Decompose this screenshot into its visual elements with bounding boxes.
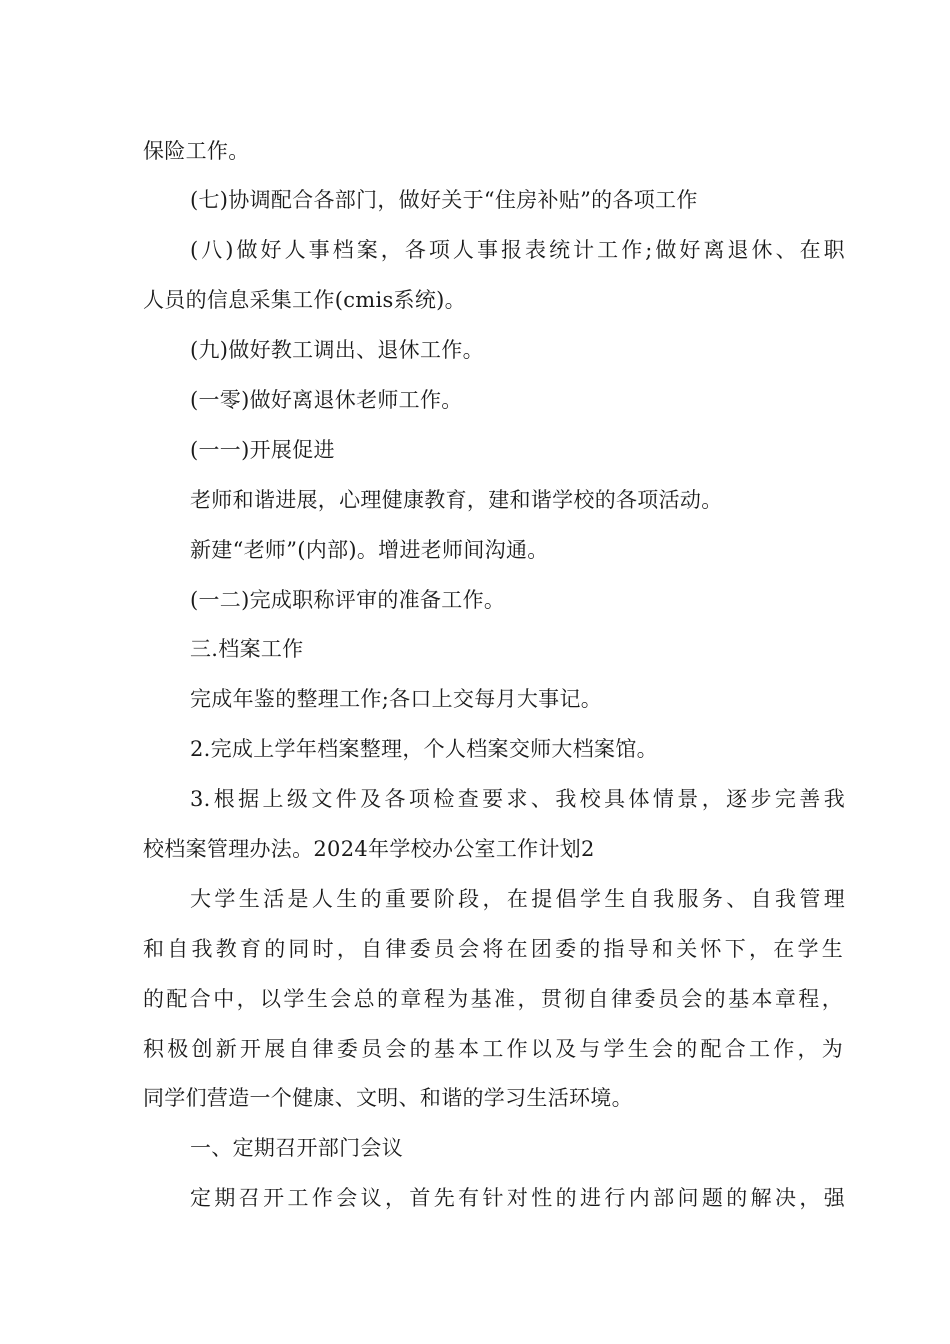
text-line: (一零)做好离退休老师工作。 <box>190 388 463 412</box>
text-line: 完成年鉴的整理工作;各口上交每月大事记。 <box>190 687 603 711</box>
text-line: (一一)开展促进 <box>190 438 335 462</box>
text-line: 新建“老师”(内部)。增进老师间沟通。 <box>190 538 549 562</box>
text-line: (一二)完成职称评审的准备工作。 <box>190 588 506 612</box>
text-line: (七)协调配合各部门，做好关于“住房补贴”的各项工作 <box>190 188 698 212</box>
text-line: 大学生活是人生的重要阶段，在提倡学生自我服务、自我管理 <box>190 887 845 911</box>
text-line: (八)做好人事档案，各项人事报表统计工作;做好离退休、在职 <box>190 238 845 262</box>
text-line: (九)做好教工调出、退休工作。 <box>190 338 484 362</box>
text-line: 人员的信息采集工作(cmis系统)。 <box>143 288 466 312</box>
section-heading: 一、定期召开部门会议 <box>190 1136 403 1160</box>
text-line: 的配合中，以学生会总的章程为基准，贯彻自律委员会的基本章程， <box>143 987 843 1011</box>
text-line: 积极创新开展自律委员会的基本工作以及与学生会的配合工作，为 <box>143 1037 843 1061</box>
text-line: 老师和谐进展，心理健康教育，建和谐学校的各项活动。 <box>190 488 723 512</box>
text-line: 同学们营造一个健康、文明、和谐的学习生活环境。 <box>143 1086 633 1110</box>
text-line: 和自我教育的同时，自律委员会将在团委的指导和关怀下，在学生 <box>143 937 843 961</box>
text-line: 定期召开工作会议，首先有针对性的进行内部问题的解决，强 <box>190 1186 845 1210</box>
text-line: 保险工作。 <box>143 139 250 163</box>
section-heading: 三.档案工作 <box>190 637 304 661</box>
text-line: 校档案管理办法。2024年学校办公室工作计划2 <box>143 837 595 861</box>
text-line: 2.完成上学年档案整理，个人档案交师大档案馆。 <box>190 737 658 761</box>
text-line: 3.根据上级文件及各项检查要求、我校具体情景，逐步完善我 <box>190 787 845 811</box>
